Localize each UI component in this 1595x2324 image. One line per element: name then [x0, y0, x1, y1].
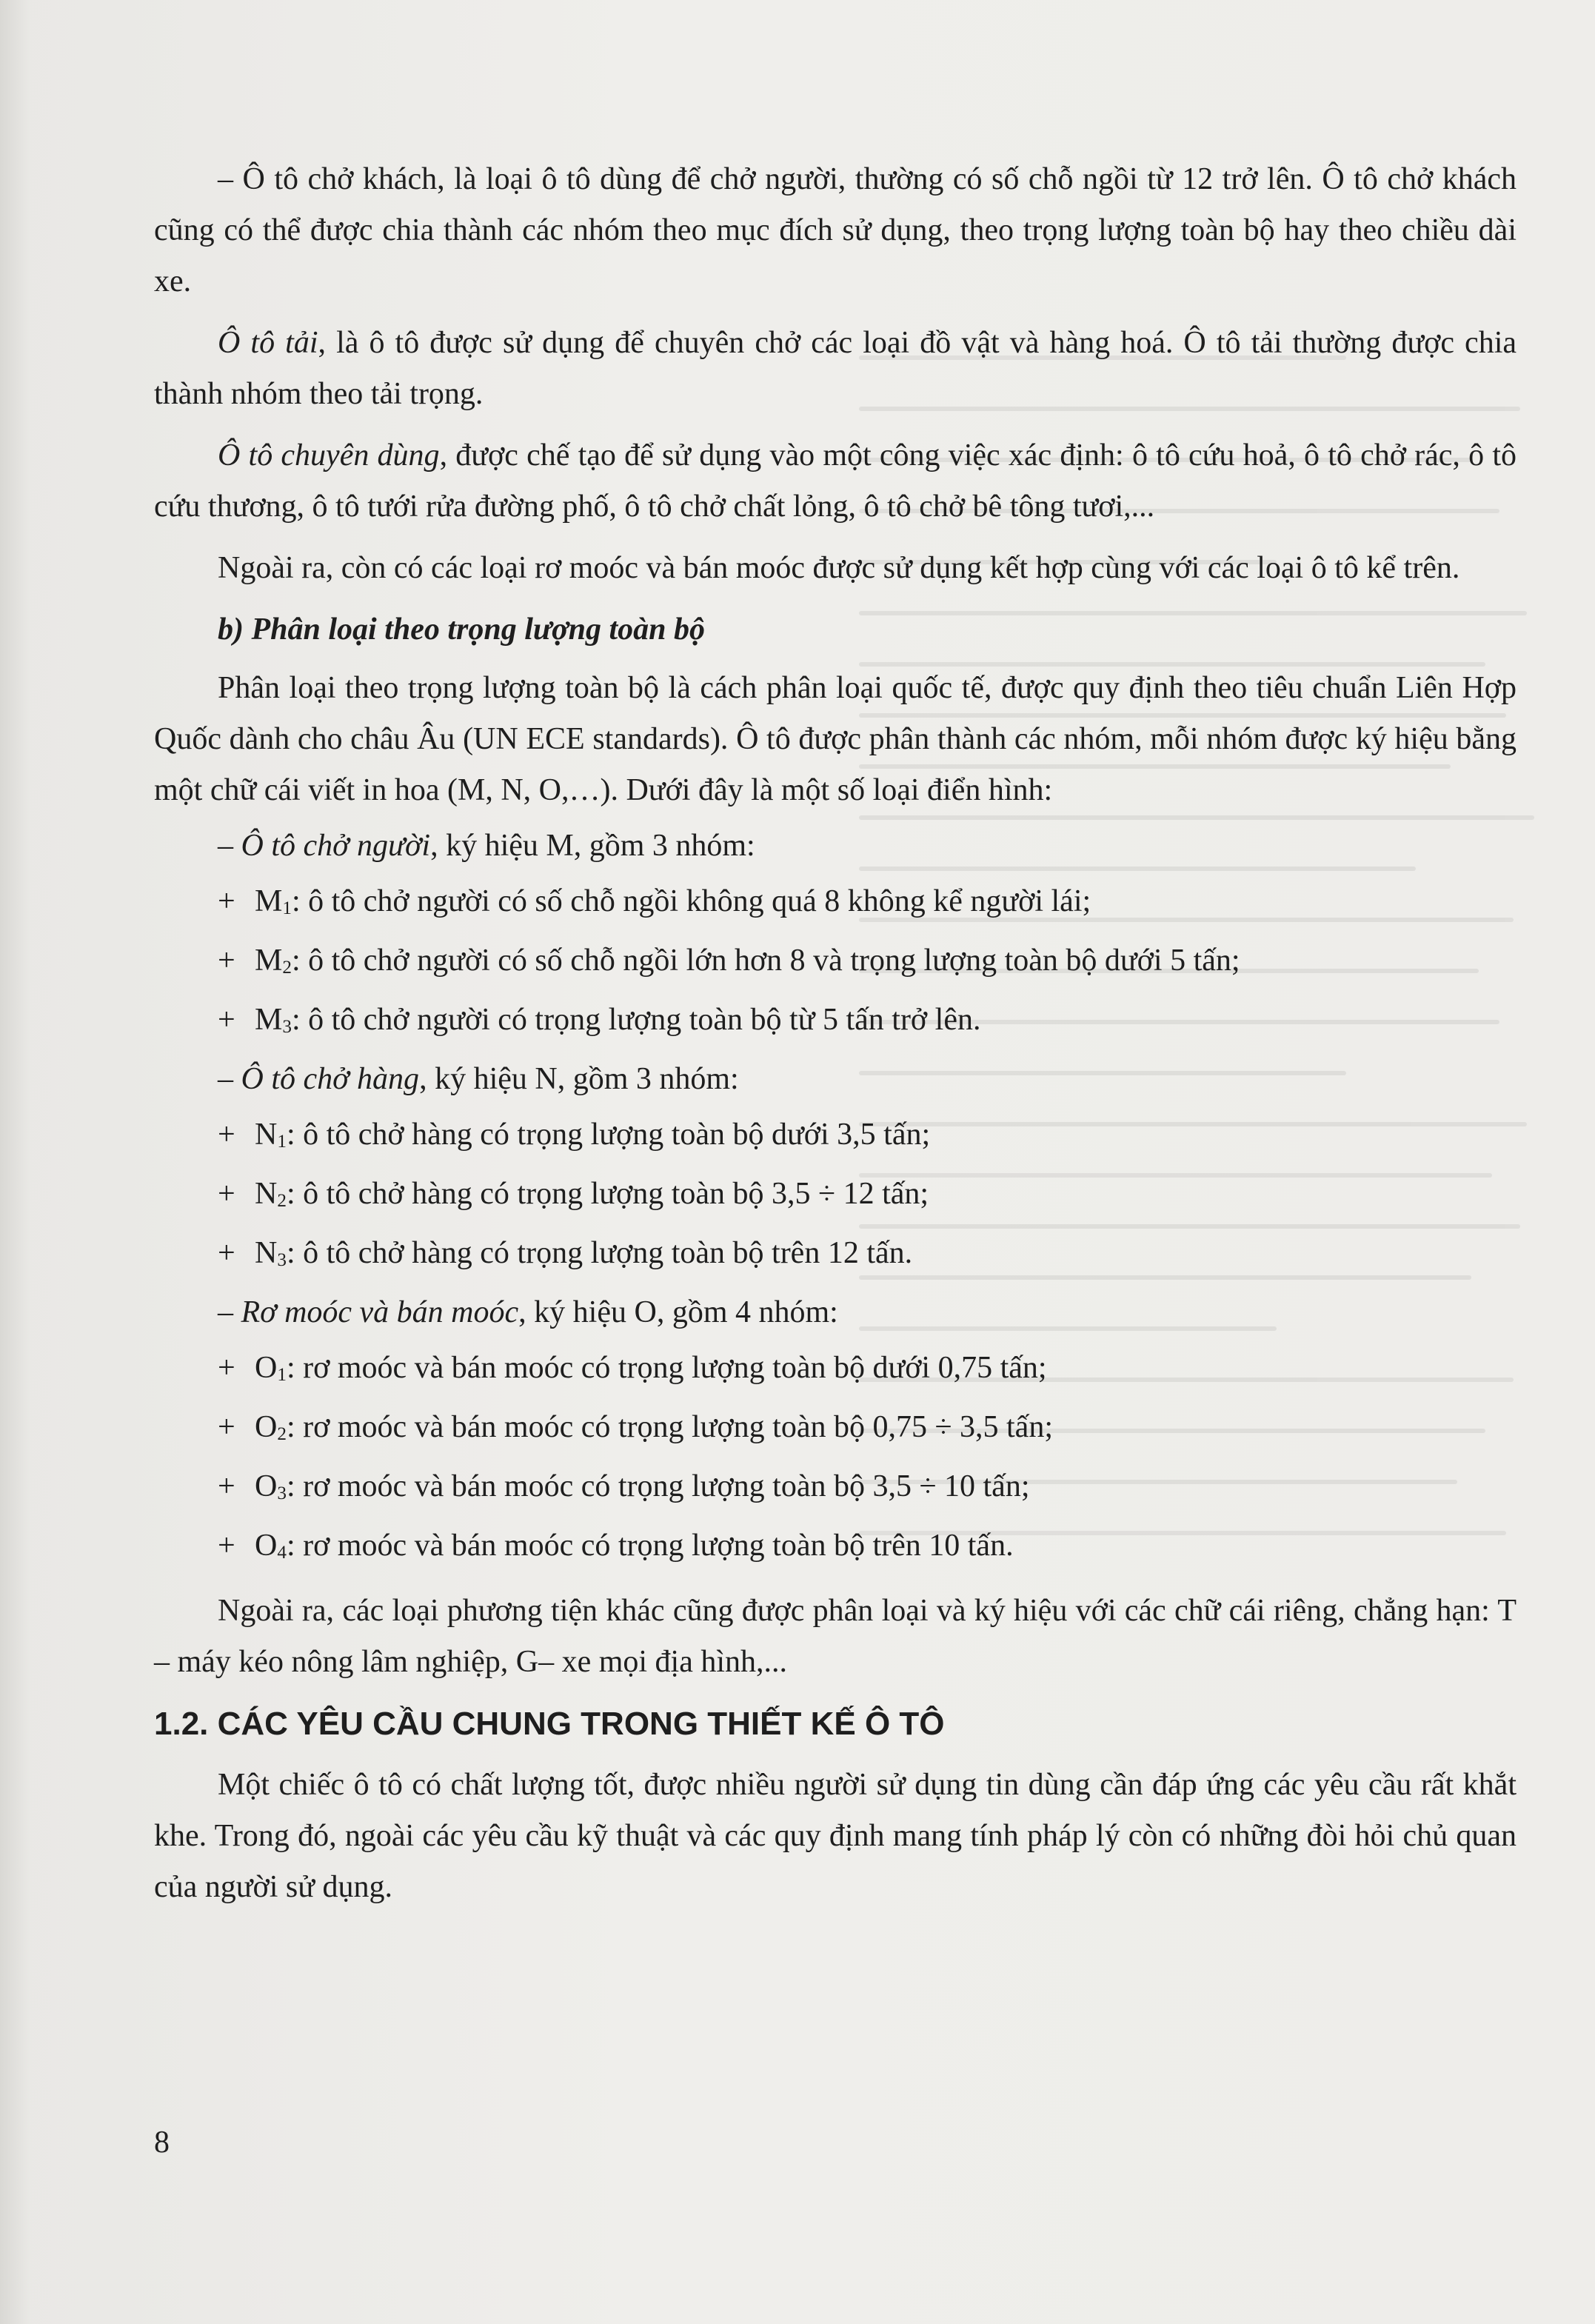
plus-bullet: +: [218, 1118, 235, 1152]
list-item-n2: + $N_2$: ô tô chở hàng có trọng lượng toàn bộ 3,5 ÷ 12 tấn;: [154, 1169, 1517, 1223]
paragraph-design-requirements: Một chiếc ô tô có chất lượng tốt, được nhiều người sử dụng tin dùng cần đáp ứng các yêu cầu rất khắt khe. Trong đó, ngoài các yêu cầu kỹ thuật và các quy định mang tính pháp lý còn có những đòi hỏi chủ quan của người sử dụng.: [154, 1768, 1517, 1904]
m-list: [154, 876, 1517, 1049]
plus-bullet: +: [218, 884, 235, 918]
paragraph-other-vehicles: Ngoài ra, các loại phương tiện khác cũng được phân loại và ký hiệu với các chữ cái riêng, chẳng hạn: T – máy kéo nông lâm nghiệp, G– xe mọi địa hình,...: [154, 1594, 1517, 1679]
group-m-heading: – Ô tô chở người, ký hiệu M, gồm 3 nhóm:: [218, 829, 755, 863]
plus-bullet: +: [218, 1529, 235, 1563]
list-item-m2: + $M_2$: ô tô chở người có số chỗ ngồi lớn hơn 8 và trọng lượng toàn bộ dưới 5 tấn;: [154, 935, 1517, 990]
n-list: [154, 1109, 1517, 1283]
list-item-o4: + $O_4$: rơ moóc và bán moóc có trọng lượng toàn bộ trên 10 tấn.: [154, 1520, 1517, 1575]
paragraph-special-vehicle-text: , được chế tạo để sử dụng vào một công việc xác định: ô tô cứu hoả, ô tô chở rác, ô tô cứu thương, ô tô tưới rửa đường phố, ô tô chở chất lỏng, ô tô chở bê tông tươi,...: [154, 438, 1517, 524]
term-trailer: Rơ moóc và bán moóc: [241, 1295, 519, 1329]
term-truck: Ô tô tải: [218, 326, 318, 360]
list-item-o1: + $O_1$: rơ moóc và bán moóc có trọng lượng toàn bộ dưới 0,75 tấn;: [154, 1343, 1517, 1398]
list-item-o3: + $O_3$: rơ moóc và bán moóc có trọng lượng toàn bộ 3,5 ÷ 10 tấn;: [154, 1461, 1517, 1516]
plus-bullet: +: [218, 944, 235, 978]
list-item-m3: + $M_3$: ô tô chở người có trọng lượng toàn bộ từ 5 tấn trở lên.: [154, 995, 1517, 1049]
page-body: [154, 154, 1517, 1923]
plus-bullet: +: [218, 1410, 235, 1444]
group-n-heading: – Ô tô chở hàng, ký hiệu N, gồm 3 nhóm:: [218, 1062, 739, 1096]
paragraph-truck-text: , là ô tô được sử dụng để chuyên chở các loại đồ vật và hàng hoá. Ô tô tải thường được chia thành nhóm theo tải trọng.: [154, 326, 1517, 411]
term-special-vehicle: Ô tô chuyên dùng: [218, 438, 440, 473]
paragraph-truck: [154, 318, 1517, 420]
section-heading-1-2: 1.2. CÁC YÊU CẦU CHUNG TRONG THIẾT KẾ Ô TÔ: [154, 1706, 945, 1742]
plus-bullet: +: [218, 1003, 235, 1037]
group-o-heading: – Rơ moóc và bán moóc, ký hiệu O, gồm 4 nhóm:: [218, 1295, 838, 1329]
plus-bullet: +: [218, 1469, 235, 1503]
paragraph-passenger-bus: – Ô tô chở khách, là loại ô tô dùng để chở người, thường có số chỗ ngồi từ 12 trở lên. Ô tô chở khách cũng có thể được chia thành các nhóm theo mục đích sử dụng, theo trọng lượng toàn bộ hay theo chiều dài xe.: [154, 162, 1517, 298]
term-cargo-vehicle: Ô tô chở hàng: [241, 1062, 420, 1096]
paragraph-trailers: Ngoài ra, còn có các loại rơ moóc và bán moóc được sử dụng kết hợp cùng với các loại ô tô kể trên.: [218, 551, 1460, 585]
o-list: [154, 1343, 1517, 1575]
plus-bullet: +: [218, 1351, 235, 1385]
paragraph-un-ece: Phân loại theo trọng lượng toàn bộ là cách phân loại quốc tế, được quy định theo tiêu chuẩn Liên Hợp Quốc dành cho châu Âu (UN ECE standards). Ô tô được phân thành các nhóm, mỗi nhóm được ký hiệu bằng một chữ cái viết in hoa (M, N, O,…). Dưới đây là một số loại điển hình:: [154, 671, 1517, 807]
list-item-n3: + $N_3$: ô tô chở hàng có trọng lượng toàn bộ trên 12 tấn.: [154, 1228, 1517, 1283]
binding-shadow: [0, 0, 30, 2324]
paragraph-special-vehicle: [154, 430, 1517, 532]
plus-bullet: +: [218, 1177, 235, 1211]
term-passenger-car: Ô tô chở người: [241, 829, 431, 863]
subheading-classification-by-weight: b) Phân loại theo trọng lượng toàn bộ: [218, 612, 705, 647]
plus-bullet: +: [218, 1236, 235, 1270]
page-number: 8: [154, 2126, 170, 2160]
list-item-o2: + $O_2$: rơ moóc và bán moóc có trọng lượng toàn bộ 0,75 ÷ 3,5 tấn;: [154, 1402, 1517, 1457]
list-item-n1: + $N_1$: ô tô chở hàng có trọng lượng toàn bộ dưới 3,5 tấn;: [154, 1109, 1517, 1164]
list-item-m1: + $M_1$: ô tô chở người có số chỗ ngồi không quá 8 không kể người lái;: [154, 876, 1517, 931]
